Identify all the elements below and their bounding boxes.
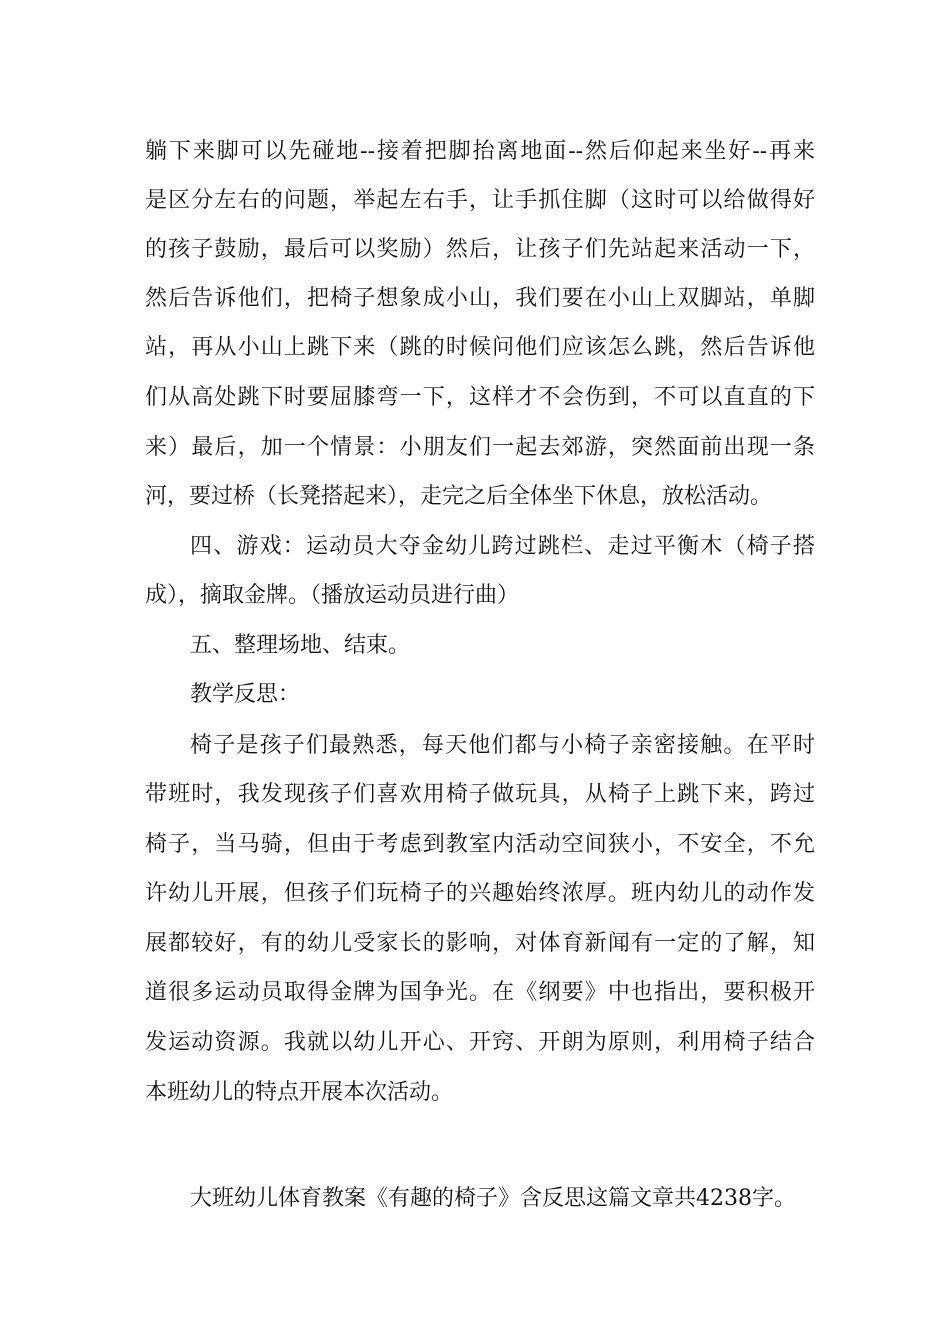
section-four-line: 四、游戏：运动员大夺金幼儿跨过跳栏、走过平衡木（椅子搭 [190,534,815,559]
body-text-line: 然后告诉他们，把椅子想象成小山，我们要在小山上双脚站，单脚 [145,286,815,311]
body-text-line: 躺下来脚可以先碰地--接着把脚抬离地面--然后仰起来坐好--再来 [145,139,815,164]
section-four-line: 成），摘取金牌。（播放运动员进行曲） [145,583,520,608]
reflection-text-line: 发运动资源。我就以幼儿开心、开窍、开朗为原则，利用椅子结合 [145,1030,815,1055]
reflection-text-line: 许幼儿开展，但孩子们玩椅子的兴趣始终浓厚。班内幼儿的动作发 [145,881,815,906]
body-text-line: 们从高处跳下时要屈膝弯一下，这样才不会伤到，不可以直直的下 [145,385,815,410]
reflection-text-line: 带班时，我发现孩子们喜欢用椅子做玩具，从椅子上跳下来，跨过 [145,782,815,807]
body-text-line: 来）最后，加一个情景：小朋友们一起去郊游，突然面前出现一条 [145,435,815,460]
reflection-text-line: 道很多运动员取得金牌为国争光。在《纲要》中也指出，要积极开 [145,980,815,1005]
reflection-heading: 教学反思： [190,682,301,707]
body-text-line: 站，再从小山上跳下来（跳的时候问他们应该怎么跳，然后告诉他 [145,335,815,360]
body-text-line: 是区分左右的问题，举起左右手，让手抓住脚（这时可以给做得好 [145,188,815,213]
word-count-note: 大班幼儿体育教案《有趣的椅子》含反思这篇文章共4238字。 [190,1186,796,1211]
reflection-text-line: 本班幼儿的特点开展本次活动。 [145,1080,454,1105]
reflection-text-line: 椅子，当马骑，但由于考虑到教室内活动空间狭小，不安全，不允 [145,832,815,857]
body-text-line: 河，要过桥（长凳搭起来），走完之后全体坐下休息，放松活动。 [145,484,773,509]
section-five-heading: 五、整理场地、结束。 [190,633,411,658]
reflection-text-line: 椅子是孩子们最熟悉，每天他们都与小椅子亲密接触。在平时 [190,733,815,758]
body-text-line: 的孩子鼓励，最后可以奖励）然后，让孩子们先站起来活动一下， [145,237,815,262]
reflection-text-line: 展都较好，有的幼儿受家长的影响，对体育新闻有一定的了解，知 [145,931,815,956]
